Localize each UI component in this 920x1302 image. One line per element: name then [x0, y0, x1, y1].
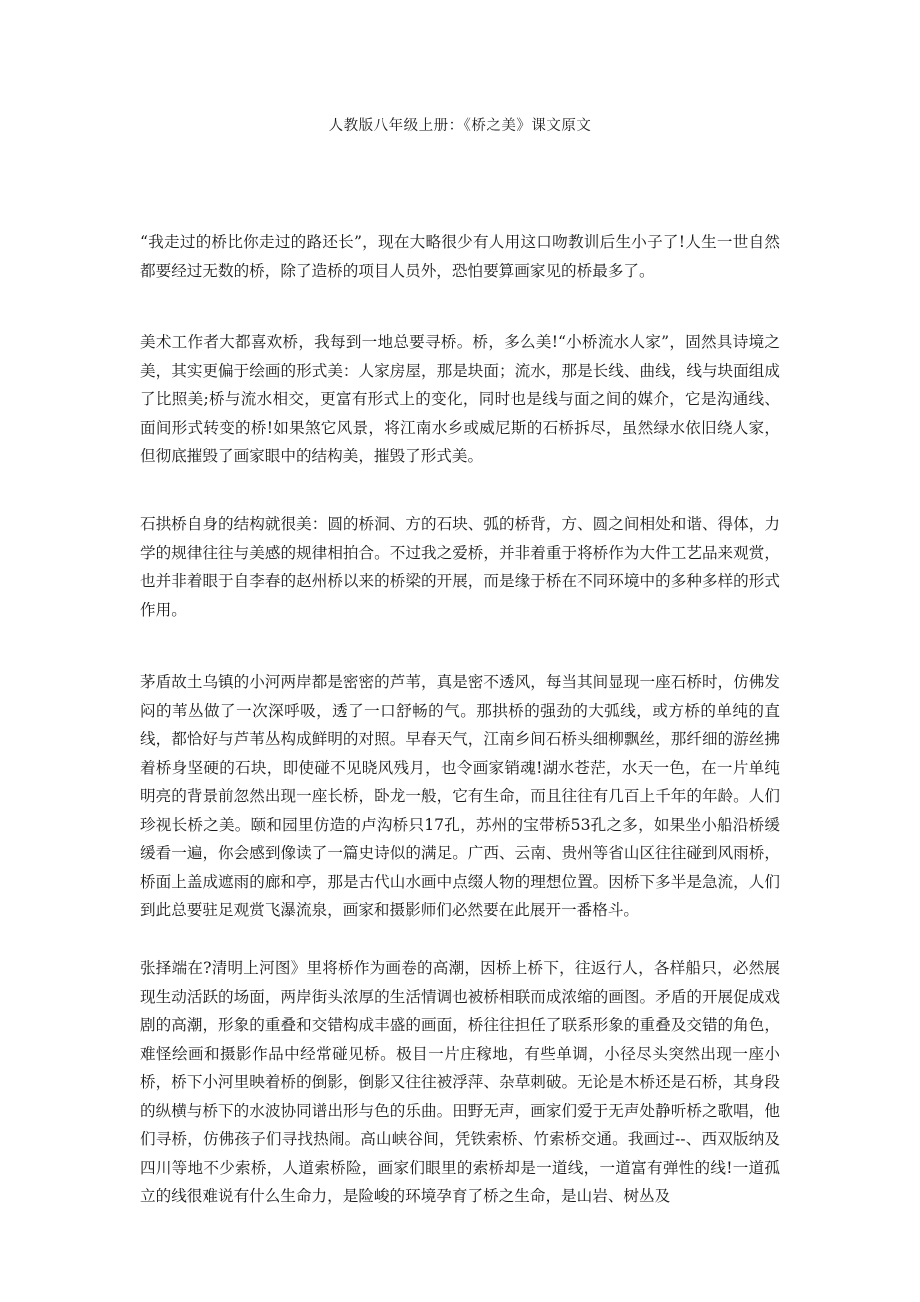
document-title: 人教版八年级上册：《桥之美》课文原文 [328, 118, 592, 134]
paragraph-2: 美术工作者大都喜欢桥，我每到一地总要寻桥。桥，多么美!“小桥流水人家”，固然具诗境之美，其实更偏于绘画的形式美：人家房屋，那是块面；流水，那是长线、曲线，线与块面组成了比照美;桥与流水相交，更富有形式上的变化，同时也是线与面之间的媒介，它是沟通线、面间形式转变的桥!如果煞它风景，将江南水乡或威尼斯的石桥拆尽，虽然绿水依旧绕人家，但彻底摧毁了画家眼中的结构美，摧毁了形式美。 [140, 333, 780, 465]
paragraph-3: 石拱桥自身的结构就很美：圆的桥洞、方的石块、弧的桥背，方、圆之间相处和谐、得体，力学的规律往往与美感的规律相拍合。不过我之爱桥，并非着重于将桥作为大件工艺品来观赏，也并非着眼于自李春的赵州桥以来的桥梁的开展，而是缘于桥在不同环境中的多种多样的形式作用。 [140, 515, 780, 619]
paragraph-5: 张择端在?清明上河图》里将桥作为画卷的高潮，因桥上桥下，往返行人，各样船只，必然展现生动活跃的场面，两岸街头浓厚的生活情调也被桥相联而成浓缩的画图。矛盾的开展促成戏剧的高潮，形象的重叠和交错构成丰盛的画面，桥往往担任了联系形象的重叠及交错的角色，难怪绘画和摄影作品中经常碰见桥。极目一片庄稼地，有些单调，小径尽头突然出现一座小桥，桥下小河里映着桥的倒影，倒影又往往被浮萍、杂草刺破。无论是木桥还是石桥，其身段的纵横与桥下的水波协同谱出形与色的乐曲。田野无声，画家们爱于无声处静听桥之歌唱，他们寻桥，仿佛孩子们寻找热闹。高山峡谷间，凭铁索桥、竹索桥交通。我画过--、西双版纳及四川等地不少索桥，人道索桥险，画家们眼里的索桥却是一道线，一道富有弹性的线!一道孤立的线很难说有什么生命力，是险峻的环境孕育了桥之生命，是山岩、树丛及 [140, 959, 780, 1205]
paragraph-4: 茅盾故土乌镇的小河两岸都是密密的芦苇，真是密不透风，每当其间显现一座石桥时，仿佛发闷的苇丛做了一次深呼吸，透了一口舒畅的气。那拱桥的强劲的大弧线，或方桥的单纯的直线，都恰好与芦苇丛构成鲜明的对照。早春天气，江南乡间石桥头细柳飘丝，那纤细的游丝拂着桥身坚硬的石块，即使碰不见晓风残月，也令画家销魂!湖水苍茫，水天一色，在一片单纯明亮的背景前忽然出现一座长桥，卧龙一般，它有生命，而且往往有几百上千年的年龄。人们珍视长桥之美。颐和园里仿造的卢沟桥只17孔，苏州的宝带桥53孔之多，如果坐小船沿桥缓缓看一遍，你会感到像读了一篇史诗似的满足。广西、云南、贵州等省山区往往碰到风雨桥，桥面上盖成遮雨的廊和亭，那是古代山水画中点缀人物的理想位置。因桥下多半是急流，人们到此总要驻足观赏飞瀑流泉，画家和摄影师们必然要在此展开一番格斗。 [140, 673, 780, 919]
paragraph-1: “我走过的桥比你走过的路还长”，现在大略很少有人用这口吻教训后生小子了!人生一世自然都要经过无数的桥，除了造桥的项目人员外，恐怕要算画家见的桥最多了。 [140, 233, 780, 280]
